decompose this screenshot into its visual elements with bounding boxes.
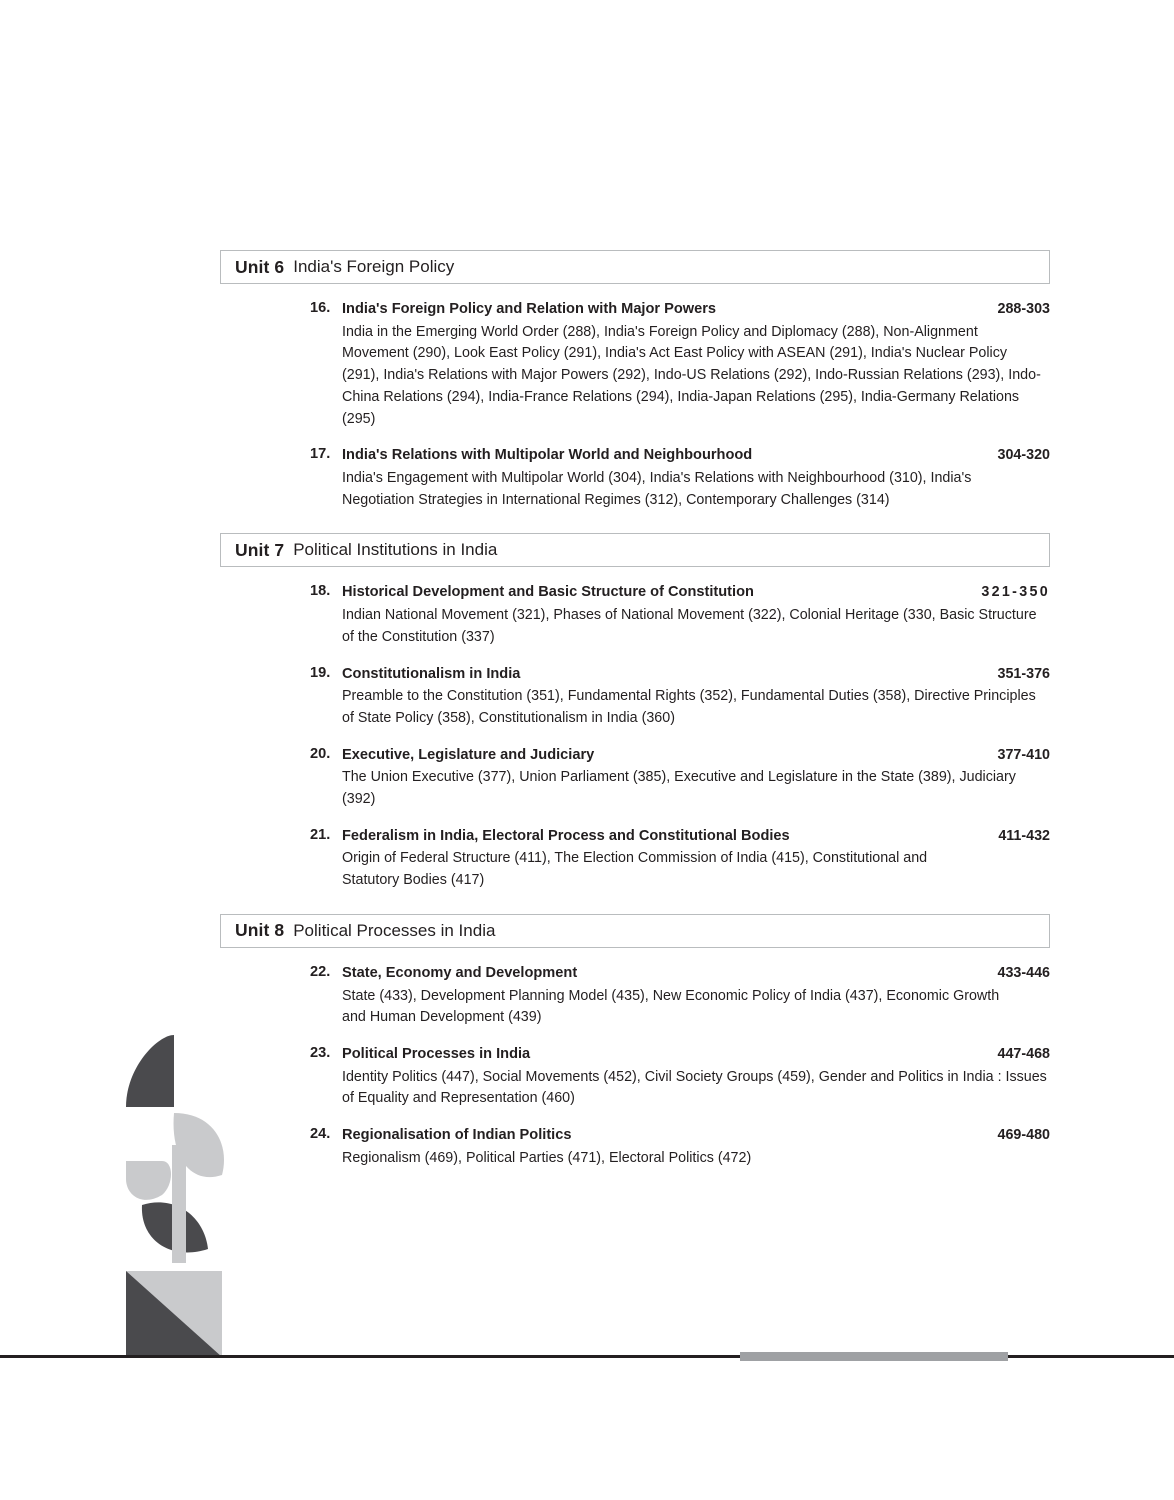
- toc-entry[interactable]: [220, 746, 1050, 811]
- chapter-number: 23.: [310, 1045, 331, 1062]
- chapter-head-row: [310, 446, 1050, 466]
- toc-content: [220, 250, 1050, 1170]
- chapter-head-row: [310, 583, 1050, 603]
- chapter-number: 22.: [310, 963, 331, 980]
- chapter-title: Constitutionalism in India: [342, 665, 521, 682]
- chapter-number: 18.: [310, 583, 331, 600]
- chapter-number: 21.: [310, 826, 331, 843]
- chapter-head-row: [310, 827, 1050, 847]
- chapter-head-row: [310, 300, 1050, 320]
- unit-tag: Unit 6: [235, 256, 285, 277]
- chapter-number: 16.: [310, 300, 331, 316]
- toc-entry[interactable]: [220, 964, 1050, 1029]
- chapter-head-row: [310, 746, 1050, 766]
- unit-tag: Unit 8: [235, 920, 285, 941]
- chapter-page-range: 351-376: [997, 665, 1050, 682]
- chapter-title: Executive, Legislature and Judiciary: [342, 746, 595, 763]
- chapter-topics: India in the Emerging World Order (288), India's Foreign Policy and Diplomacy (288), Non-Alignment Movement (290), Look East Policy (291), India's Act East Policy with ASEAN (291), India's Nuclear Policy (291), India's Relations with Major Powers (292), Indo-US Relations (292), Indo-Russian Relations (293), Indo-China Relations (294), India-France Relations (294), India-Japan Relations (295), India-Germany Relations (295): [342, 323, 1041, 427]
- chapter-number: 17.: [310, 446, 331, 463]
- chapter-number: 20.: [310, 745, 331, 762]
- chapter-topics: India's Engagement with Multipolar World (304), India's Relations with Neighbourhood (310), India's Negotiation Strategies in International Regimes (312), Contemporary Challenges (314): [342, 469, 972, 508]
- chapter-number: 19.: [310, 664, 331, 681]
- toc-entry[interactable]: [220, 665, 1050, 730]
- chapter-title: Federalism in India, Electoral Process and Constitutional Bodies: [342, 827, 790, 844]
- toc-entry[interactable]: [220, 1045, 1050, 1110]
- toc-entry[interactable]: [220, 583, 1050, 648]
- chapter-page-range: 447-468: [997, 1046, 1050, 1063]
- chapter-topics: Identity Politics (447), Social Movements (452), Civil Society Groups (459), Gender and Politics in India : Issues of Equality and Representation (460): [342, 1068, 1047, 1107]
- footer-accent-bar: [740, 1352, 1008, 1361]
- chapter-page-range: 377-410: [997, 746, 1050, 763]
- chapter-head-row: [310, 1045, 1050, 1065]
- chapter-topics: Regionalism (469), Political Parties (471), Electoral Politics (472): [342, 1149, 752, 1166]
- chapter-title: India's Foreign Policy and Relation with Major Powers: [342, 301, 717, 317]
- toc-entry[interactable]: [220, 827, 1050, 892]
- chapter-page-range: 433-446: [997, 964, 1050, 981]
- chapter-page-range: 288-303: [997, 301, 1050, 317]
- unit-title: Political Institutions in India: [293, 540, 498, 560]
- toc-entry[interactable]: [220, 1126, 1050, 1169]
- chapter-page-range: 321-350: [981, 584, 1050, 601]
- chapter-head-row: [310, 665, 1050, 685]
- unit-section-8: [220, 914, 1050, 1170]
- chapter-topics: Preamble to the Constitution (351), Fundamental Rights (352), Fundamental Duties (358), Directive Principles of State Policy (358), Constitutionalism in India (360): [342, 688, 1036, 726]
- publisher-logo: [112, 1035, 234, 1357]
- chapter-number: 24.: [310, 1126, 331, 1143]
- chapter-title: Regionalisation of Indian Politics: [342, 1127, 572, 1144]
- chapter-topics: State (433), Development Planning Model (435), New Economic Policy of India (437), Economic Growth and Human Development (439): [342, 987, 1000, 1026]
- chapter-title: State, Economy and Development: [342, 964, 578, 981]
- unit-banner-7: [220, 533, 1050, 567]
- unit-title: India's Foreign Policy: [293, 257, 455, 276]
- toc-entry[interactable]: [220, 300, 1050, 430]
- chapter-topics: Origin of Federal Structure (411), The Election Commission of India (415), Constitutional and Statutory Bodies (417): [342, 850, 928, 889]
- chapter-title: Political Processes in India: [342, 1046, 531, 1063]
- unit-section-6: [220, 250, 1050, 511]
- chapter-topics: The Union Executive (377), Union Parliament (385), Executive and Legislature in the State (389), Judiciary (392): [342, 769, 1016, 808]
- unit-section-7: [220, 533, 1050, 892]
- unit-banner-6: [220, 250, 1050, 284]
- chapter-page-range: 304-320: [997, 447, 1050, 464]
- unit-banner-8: [220, 914, 1050, 948]
- chapter-title: Historical Development and Basic Structure of Constitution: [342, 584, 754, 601]
- chapter-page-range: 411-432: [998, 827, 1050, 844]
- chapter-head-row: [310, 1126, 1050, 1146]
- toc-entry[interactable]: [220, 446, 1050, 511]
- chapter-topics: Indian National Movement (321), Phases of National Movement (322), Colonial Heritage (330, Basic Structure of the Constitution (337): [342, 607, 1037, 645]
- chapter-title: India's Relations with Multipolar World and Neighbourhood: [342, 447, 753, 464]
- unit-tag: Unit 7: [235, 539, 285, 560]
- chapter-page-range: 469-480: [997, 1127, 1050, 1144]
- chapter-head-row: [310, 964, 1050, 984]
- unit-title: Political Processes in India: [293, 920, 496, 940]
